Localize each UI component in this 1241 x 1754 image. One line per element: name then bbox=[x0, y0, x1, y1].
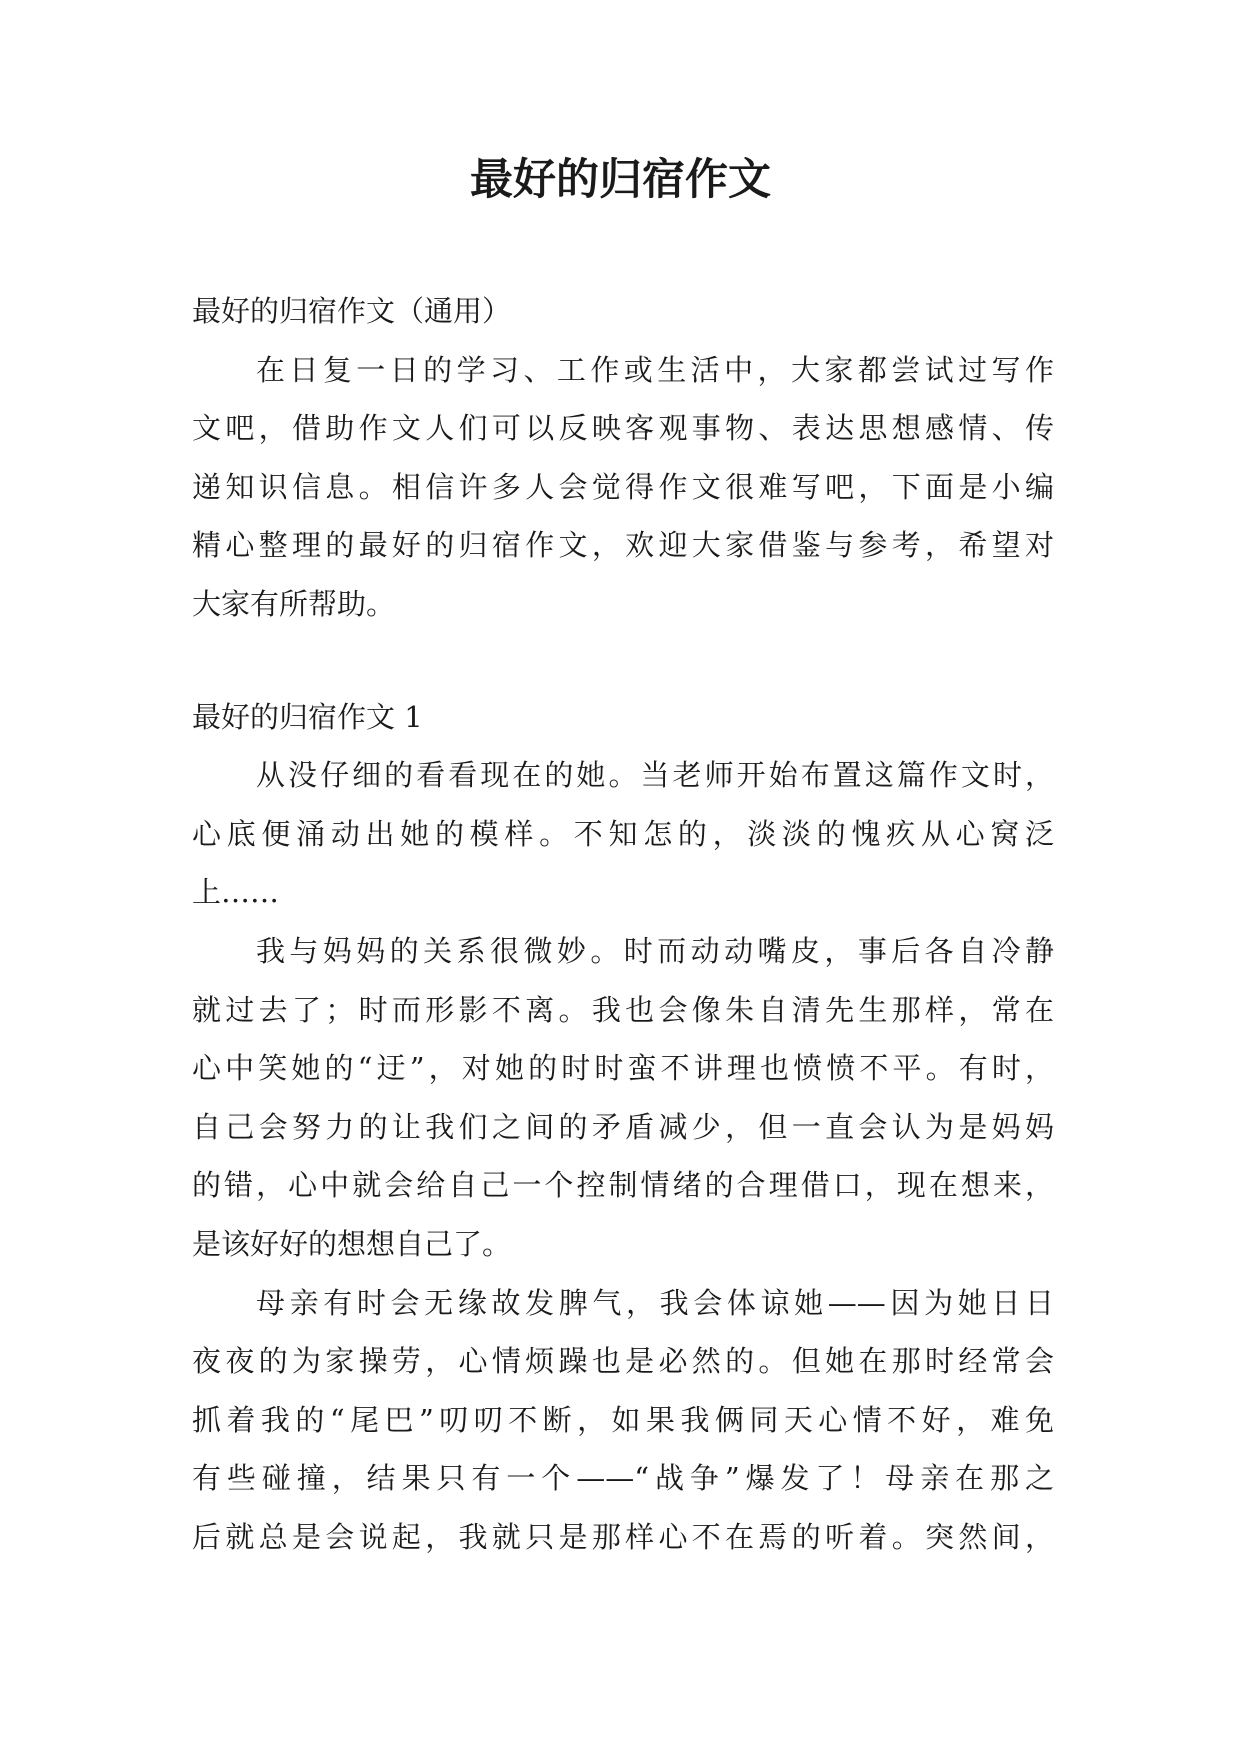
paragraph-line: 精心整理的最好的归宿作文，欢迎大家借鉴与参考，希望对 bbox=[192, 528, 1054, 563]
paragraph-line: 是该好好的想想自己了。 bbox=[192, 1226, 512, 1261]
paragraph-line: 就过去了；时而形影不离。我也会像朱自清先生那样，常在 bbox=[192, 992, 1054, 1027]
paragraph-line: 的错，心中就会给自己一个控制情绪的合理借口，现在想来， bbox=[192, 1168, 1054, 1203]
paragraph-1 bbox=[192, 746, 1054, 922]
section-heading: 最好的归宿作文 1 bbox=[192, 699, 423, 734]
paragraph-line: 心中笑她的“迂”，对她的时时蛮不讲理也愤愤不平。有时， bbox=[192, 1051, 1054, 1086]
document-body bbox=[192, 282, 1054, 1566]
paragraph-line: 大家有所帮助。 bbox=[192, 586, 396, 621]
paragraph-line: 夜夜的为家操劳，心情烦躁也是必然的。但她在那时经常会 bbox=[192, 1344, 1054, 1379]
paragraph-line: 从没仔细的看看现在的她。当老师开始布置这篇作文时， bbox=[256, 758, 1054, 793]
paragraph-line: 递知识信息。相信许多人会觉得作文很难写吧，下面是小编 bbox=[192, 469, 1054, 504]
paragraph-line: 自己会努力的让我们之间的矛盾减少，但一直会认为是妈妈 bbox=[192, 1109, 1054, 1144]
intro-heading: 最好的归宿作文（通用） bbox=[192, 294, 512, 328]
paragraph-line: 抓着我的“尾巴”叨叨不断，如果我俩同天心情不好，难免 bbox=[192, 1402, 1054, 1437]
paragraph-2 bbox=[192, 922, 1054, 1274]
section-spacer bbox=[192, 634, 1054, 688]
paragraph-line: 后就总是会说起，我就只是那样心不在焉的听着。突然间， bbox=[192, 1519, 1054, 1554]
paragraph-line: 心底便涌动出她的模样。不知怎的，淡淡的愧疚从心窝泛 bbox=[192, 816, 1054, 851]
paragraph-line: 母亲有时会无缘故发脾气，我会体谅她——因为她日日 bbox=[256, 1285, 1054, 1320]
paragraph-line: 我与妈妈的关系很微妙。时而动动嘴皮，事后各自冷静 bbox=[256, 933, 1054, 968]
intro-paragraph bbox=[192, 341, 1054, 634]
paragraph-line: 在日复一日的学习、工作或生活中，大家都尝试过写作 bbox=[256, 352, 1054, 387]
document-title: 最好的归宿作文 bbox=[470, 155, 771, 205]
paragraph-line: 有些碰撞，结果只有一个——“战争”爆发了！母亲在那之 bbox=[192, 1461, 1054, 1496]
paragraph-3 bbox=[192, 1274, 1054, 1567]
paragraph-line: 上…… bbox=[192, 875, 280, 910]
paragraph-line: 文吧，借助作文人们可以反映客观事物、表达思想感情、传 bbox=[192, 411, 1054, 446]
